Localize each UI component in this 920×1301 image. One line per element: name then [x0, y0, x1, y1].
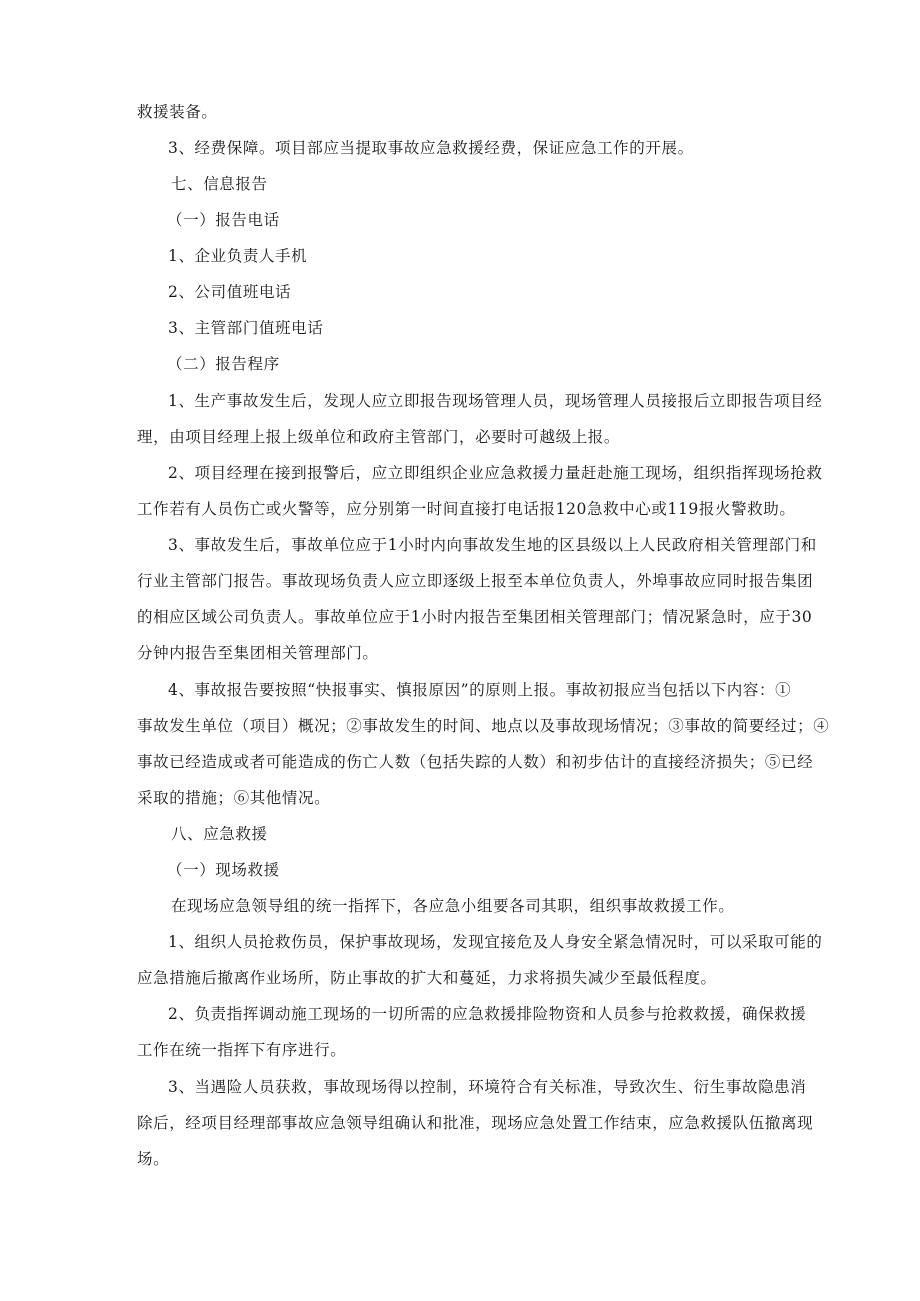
text-line: 3、经费保障。项目部应当提取事故应急救援经费，保证应急工作的开展。	[168, 139, 694, 157]
section-heading: 八、应急救援	[171, 825, 268, 843]
text-line: 1、企业负责人手机	[168, 247, 308, 265]
subsection-heading: （一）现场救援	[167, 861, 280, 879]
text-line: 应急措施后撤离作业场所，防止事故的扩大和蔓延，力求将损失减少至最低程度。	[137, 969, 717, 987]
section-heading: 七、信息报告	[171, 175, 268, 193]
text-line: 2、项目经理在接到报警后，应立即组织企业应急救援力量赶赴施工现场，组织指挥现场抢救	[168, 464, 823, 482]
text-line: 分钟内报告至集团相关管理部门。	[137, 644, 379, 662]
text-line: 在现场应急领导组的统一指挥下，各应急小组要各司其职，组织事故救援工作。	[171, 897, 735, 915]
subsection-heading: （一）报告电话	[167, 211, 280, 229]
text-line: 4、事故报告要按照“快报事实、慎报原因”的原则上报。事故初报应当包括以下内容：①	[168, 681, 792, 699]
text-line: 3、主管部门值班电话	[168, 319, 324, 337]
text-line: 采取的措施；⑥其他情况。	[137, 789, 331, 807]
text-line: 3、当遇险人员获救，事故现场得以控制，环境符合有关标准，导致次生、衍生事故隐患消	[168, 1078, 807, 1096]
subsection-heading: （二）报告程序	[167, 355, 280, 373]
text-line: 场。	[137, 1150, 170, 1168]
text-line: 行业主管部门报告。事故现场负责人应立即逐级上报至本单位负责人，外埠事故应同时报告集团	[137, 572, 814, 590]
text-line: 1、组织人员抢救伤员，保护事故现场，发现宜接危及人身安全紧急情况时，可以采取可能的	[168, 933, 823, 951]
text-line: 2、负责指挥调动施工现场的一切所需的应急救援排险物资和人员参与抢救救援，确保救援	[168, 1005, 807, 1023]
text-line: 事故已经造成或者可能造成的伤亡人数（包括失踪的人数）和初步估计的直接经济损失；⑤已经	[137, 753, 814, 771]
text-line: 除后，经项目经理部事故应急领导组确认和批准，现场应急处置工作结束，应急救援队伍撤离现	[137, 1114, 814, 1132]
text-line: 工作若有人员伤亡或火警等，应分别第一时间直接打电话报120急救中心或119报火警救助。	[137, 500, 796, 518]
text-line: 理，由项目经理上报上级单位和政府主管部门，必要时可越级上报。	[137, 428, 621, 446]
text-line: 事故发生单位（项目）概况；②事故发生的时间、地点以及事故现场情况；③事故的简要经过；④	[137, 717, 830, 735]
text-line: 的相应区域公司负责人。事故单位应于1小时内报告至集团相关管理部门；情况紧急时，应于30	[137, 608, 813, 626]
text-line: 1、生产事故发生后，发现人应立即报告现场管理人员，现场管理人员接报后立即报告项目经	[168, 392, 823, 410]
text-line: 2、公司值班电话	[168, 283, 292, 301]
text-line: 工作在统一指挥下有序进行。	[137, 1041, 347, 1059]
text-line: 3、事故发生后，事故单位应于1小时内向事故发生地的区县级以上人民政府相关管理部门和	[168, 536, 817, 554]
text-line: 救援装备。	[137, 103, 218, 121]
